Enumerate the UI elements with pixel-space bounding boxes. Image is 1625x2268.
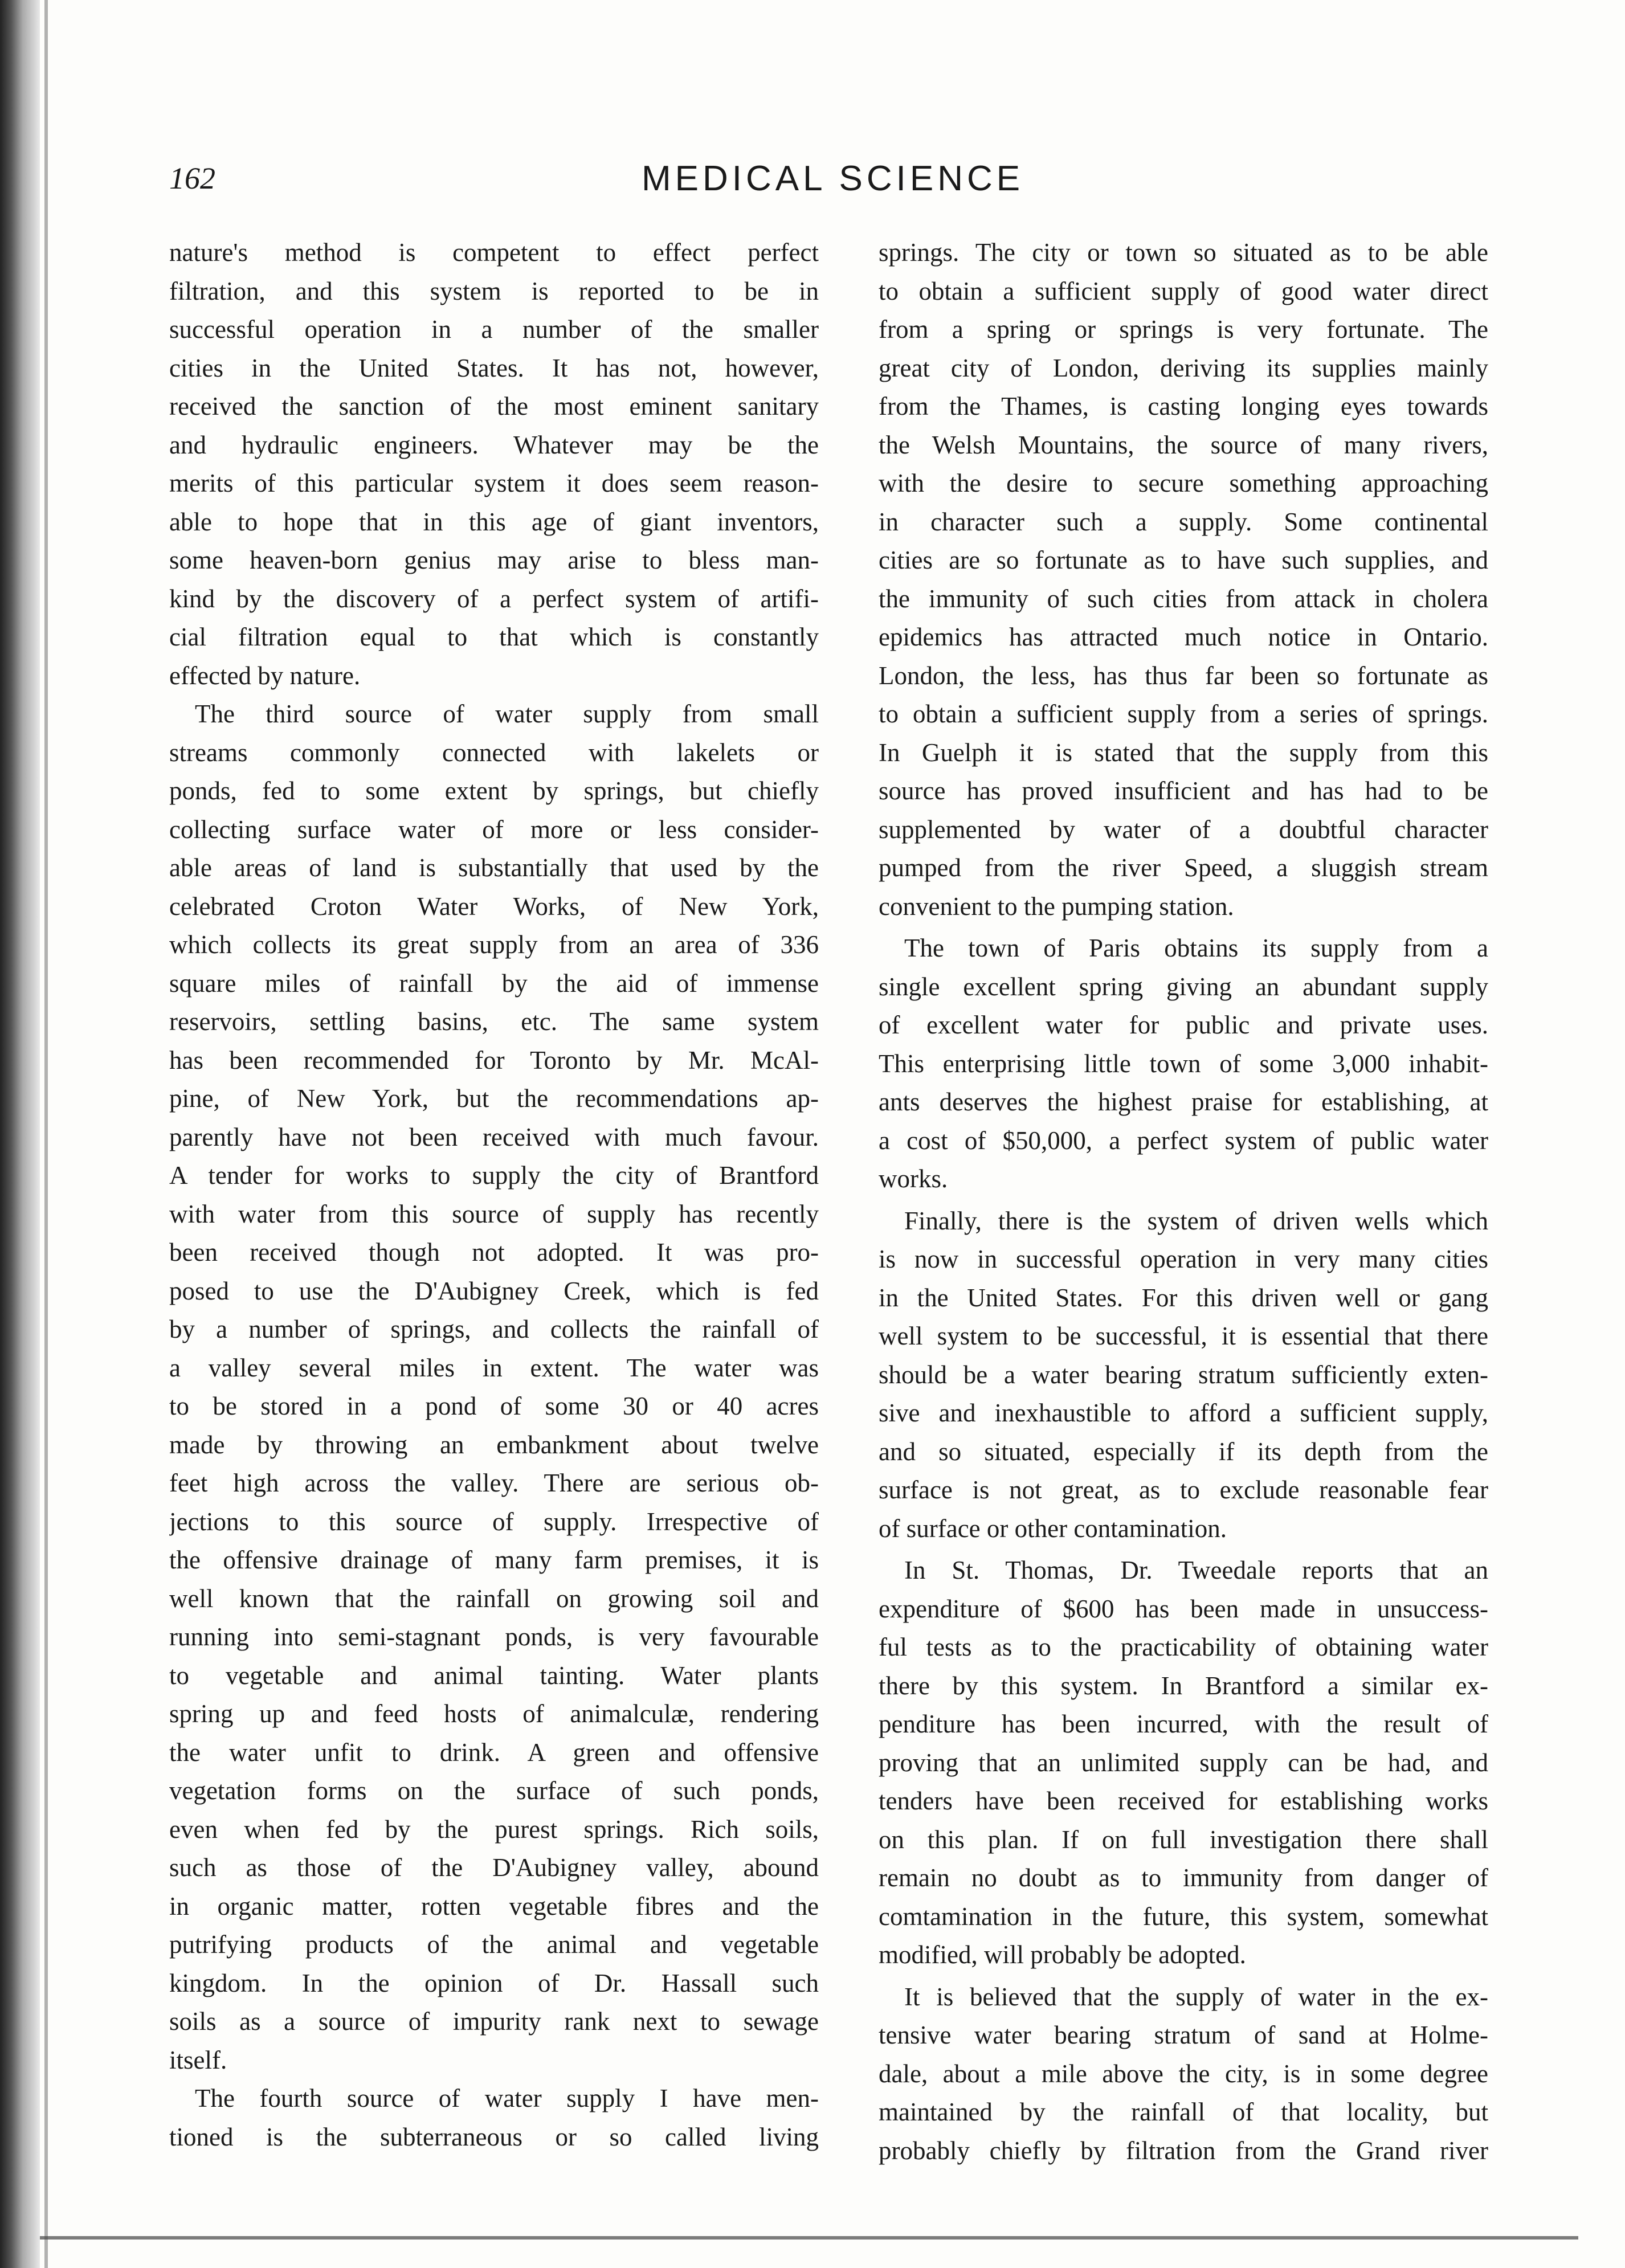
text-line: to be stored in a pond of some 30 or 40 acres: [169, 1392, 819, 1420]
paragraph: [169, 2079, 819, 2156]
text-line: putrifying products of the animal and vegetable: [169, 1930, 819, 1959]
text-line: Finally, there is the system of driven wells which: [904, 1206, 1488, 1235]
text-line: springs. The city or town so situated as to be able: [879, 238, 1488, 267]
text-line: the immunity of such cities from attack in cholera: [879, 584, 1488, 613]
text-line: running into semi-stagnant ponds, is very favourable: [169, 1623, 819, 1651]
text-line: ful tests as to the practicability of obtaining water: [879, 1633, 1488, 1661]
text-line: well known that the rainfall on growing soil and: [169, 1584, 819, 1613]
text-line: a cost of $50,000, a perfect system of public water: [879, 1126, 1488, 1155]
text-line: London, the less, has thus far been so fortunate as: [879, 661, 1488, 690]
text-line: probably chiefly by filtration from the Grand river: [879, 2136, 1488, 2165]
paragraph: [169, 695, 819, 2079]
text-line: In Guelph it is stated that the supply from this: [879, 738, 1488, 767]
text-line: on this plan. If on full investigation there shall: [879, 1825, 1488, 1854]
paragraph: [879, 234, 1488, 926]
text-line: received the sanction of the most eminent sanitary: [169, 392, 819, 420]
text-line: effected by nature.: [169, 661, 361, 690]
text-line: well system to be successful, it is essential that there: [879, 1322, 1488, 1350]
text-line: in character such a supply. Some continental: [879, 507, 1488, 536]
text-line: and so situated, especially if its depth from the: [879, 1437, 1488, 1466]
text-line: convenient to the pumping station.: [879, 892, 1234, 921]
left-column: [169, 234, 819, 2156]
text-line: able areas of land is substantially that used by the: [169, 853, 819, 882]
text-line: pumped from the river Speed, a sluggish stream: [879, 853, 1488, 882]
text-line: been received though not adopted. It was pro-: [169, 1238, 819, 1266]
text-line: reservoirs, settling basins, etc. The same system: [169, 1007, 819, 1036]
text-line: feet high across the valley. There are serious ob-: [169, 1469, 819, 1497]
text-line: tenders have been received for establishing works: [879, 1787, 1488, 1815]
text-line: This enterprising little town of some 3,000 inhabit-: [879, 1049, 1488, 1078]
text-line: tensive water bearing stratum of sand at Holme-: [879, 2021, 1488, 2049]
text-line: vegetation forms on the surface of such ponds,: [169, 1776, 819, 1805]
paragraph: [879, 929, 1488, 1199]
text-line: square miles of rainfall by the aid of immense: [169, 969, 819, 998]
text-line: pine, of New York, but the recommendations ap-: [169, 1084, 819, 1113]
text-line: penditure has been incurred, with the result of: [879, 1710, 1488, 1738]
text-line: works.: [879, 1164, 948, 1193]
text-line: kind by the discovery of a perfect system of artifi-: [169, 584, 819, 613]
text-line: The fourth source of water supply I have men-: [195, 2084, 819, 2112]
text-line: modified, will probably be adopted.: [879, 1940, 1246, 1969]
text-line: jections to this source of supply. Irrespective of: [169, 1507, 819, 1536]
text-line: with water from this source of supply has recently: [169, 1199, 819, 1228]
text-line: which collects its great supply from an area of 336: [169, 930, 819, 959]
text-line: maintained by the rainfall of that locality, but: [879, 2098, 1488, 2126]
text-line: nature's method is competent to effect perfect: [169, 238, 819, 267]
text-line: has been recommended for Toronto by Mr. McAl-: [169, 1045, 819, 1074]
text-line: expenditure of $600 has been made in unsuccess-: [879, 1594, 1488, 1623]
text-line: tioned is the subterraneous or so called living: [169, 2122, 819, 2151]
text-line: is now in successful operation in very many cities: [879, 1245, 1488, 1273]
text-line: supplemented by water of a doubtful character: [879, 815, 1488, 844]
scan-binding-shadow: [44, 0, 48, 2268]
text-line: to obtain a sufficient supply of good water direct: [879, 276, 1488, 305]
text-line: spring up and feed hosts of animalculæ, rendering: [169, 1699, 819, 1728]
text-line: filtration, and this system is reported to be in: [169, 276, 819, 305]
text-line: there by this system. In Brantford a similar ex-: [879, 1671, 1488, 1700]
text-line: the water unfit to drink. A green and offensive: [169, 1738, 819, 1767]
text-line: and hydraulic engineers. Whatever may be the: [169, 430, 819, 459]
text-line: kingdom. In the opinion of Dr. Hassall such: [169, 1968, 819, 1997]
text-line: surface is not great, as to exclude reasonable fear: [879, 1476, 1488, 1504]
text-line: The town of Paris obtains its supply from a: [904, 934, 1488, 962]
text-line: a valley several miles in extent. The water was: [169, 1353, 819, 1382]
text-line: ponds, fed to some extent by springs, but chiefly: [169, 777, 819, 805]
text-line: should be a water bearing stratum sufficiently exten-: [879, 1360, 1488, 1389]
text-line: proving that an unlimited supply can be had, and: [879, 1748, 1488, 1777]
text-line: parently have not been received with much favour.: [169, 1122, 819, 1151]
paragraph: [879, 1202, 1488, 1548]
text-line: comtamination in the future, this system, somewhat: [879, 1902, 1488, 1931]
running-title: MEDICAL SCIENCE: [642, 159, 1024, 198]
text-line: It is believed that the supply of water in the ex-: [904, 1982, 1488, 2011]
text-line: The third source of water supply from small: [195, 700, 819, 728]
text-line: such as those of the D'Aubigney valley, abound: [169, 1853, 819, 1882]
text-line: dale, about a mile above the city, is in some degree: [879, 2059, 1488, 2088]
text-line: itself.: [169, 2045, 227, 2074]
text-line: cities are so fortunate as to have such supplies, and: [879, 546, 1488, 574]
text-line: to obtain a sufficient supply from a series of springs.: [879, 700, 1488, 728]
text-line: epidemics has attracted much notice in Ontario.: [879, 623, 1488, 651]
text-line: from the Thames, is casting longing eyes towards: [879, 392, 1488, 420]
text-line: soils as a source of impurity rank next to sewage: [169, 2007, 819, 2036]
page-number: 162: [169, 161, 215, 195]
text-line: streams commonly connected with lakelets or: [169, 738, 819, 767]
text-line: of surface or other contamination.: [879, 1514, 1227, 1543]
text-line: ants deserves the highest praise for establishing, at: [879, 1088, 1488, 1116]
text-line: In St. Thomas, Dr. Tweedale reports that an: [904, 1556, 1488, 1584]
text-line: in organic matter, rotten vegetable fibres and the: [169, 1891, 819, 1920]
paragraph: [879, 1551, 1488, 1975]
text-line: posed to use the D'Aubigney Creek, which is fed: [169, 1276, 819, 1305]
text-line: in the United States. For this driven well or gang: [879, 1283, 1488, 1312]
text-line: the offensive drainage of many farm premises, it is: [169, 1546, 819, 1574]
text-line: by a number of springs, and collects the rainfall of: [169, 1315, 819, 1343]
text-line: from a spring or springs is very fortunate. The: [879, 315, 1488, 344]
text-line: to vegetable and animal tainting. Water plants: [169, 1661, 819, 1690]
text-line: cities in the United States. It has not, however,: [169, 353, 819, 382]
scan-binding-edge: [0, 0, 40, 2268]
text-line: collecting surface water of more or less consider-: [169, 815, 819, 844]
text-line: sive and inexhaustible to afford a sufficient supply,: [879, 1399, 1488, 1427]
text-line: of excellent water for public and private uses.: [879, 1011, 1488, 1039]
text-line: with the desire to secure something approaching: [879, 469, 1488, 497]
scan-bottom-edge: [40, 2236, 1578, 2240]
text-line: made by throwing an embankment about twelve: [169, 1430, 819, 1459]
text-line: able to hope that in this age of giant inventors,: [169, 507, 819, 536]
text-line: some heaven-born genius may arise to bless man-: [169, 546, 819, 574]
paragraph: [879, 1978, 1488, 2171]
text-line: source has proved insufficient and has had to be: [879, 777, 1488, 805]
text-line: remain no doubt as to immunity from danger of: [879, 1864, 1488, 1892]
text-line: cial filtration equal to that which is constantly: [169, 623, 819, 651]
text-line: single excellent spring giving an abundant supply: [879, 972, 1488, 1001]
text-line: the Welsh Mountains, the source of many rivers,: [879, 430, 1488, 459]
text-line: merits of this particular system it does seem reason-: [169, 469, 819, 497]
text-line: A tender for works to supply the city of Brantford: [169, 1161, 819, 1190]
text-line: great city of London, deriving its supplies mainly: [879, 353, 1488, 382]
right-column: [879, 234, 1488, 2170]
paragraph: [169, 234, 819, 695]
text-line: successful operation in a number of the smaller: [169, 315, 819, 344]
text-line: celebrated Croton Water Works, of New York,: [169, 892, 819, 921]
text-line: even when fed by the purest springs. Rich soils,: [169, 1815, 819, 1844]
